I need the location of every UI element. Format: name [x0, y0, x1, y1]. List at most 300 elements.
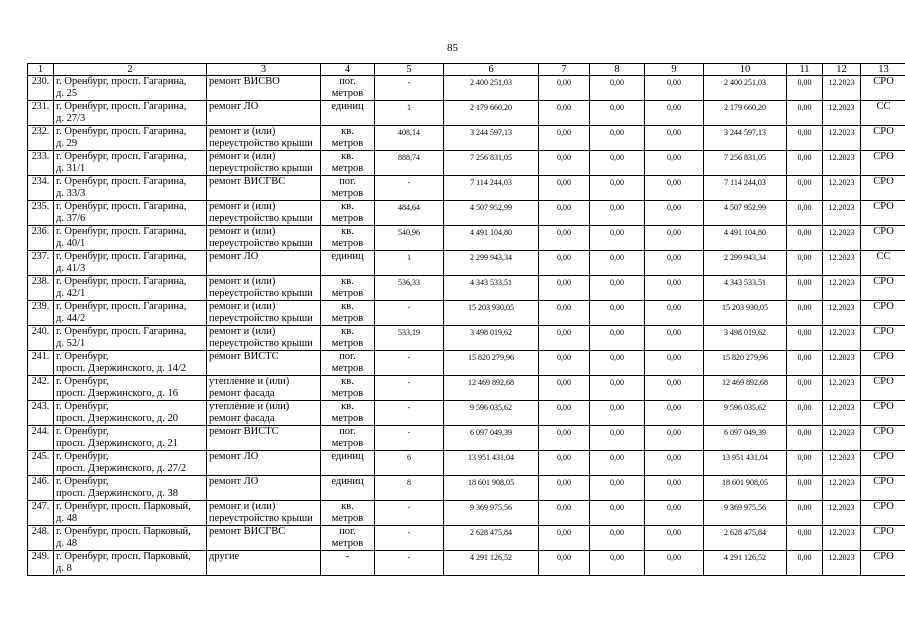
- category-cell: СРО: [861, 551, 905, 576]
- col11-cell: 0,00: [787, 151, 823, 176]
- row-number: 233.: [28, 151, 54, 176]
- unit-cell-line: метров: [331, 437, 364, 449]
- col10-cell: 9 369 975,56: [704, 501, 787, 526]
- unit-cell-line: метров: [331, 212, 364, 224]
- col9-cell: 0,00: [645, 476, 704, 501]
- address-cell-line: д. 44/2: [56, 312, 86, 324]
- col8-cell: 0,00: [590, 151, 645, 176]
- column-header-3: 3: [207, 64, 321, 76]
- address-cell-line: д. 40/1: [56, 237, 86, 249]
- quantity-cell: 1: [375, 251, 444, 276]
- row-number: 245.: [28, 451, 54, 476]
- col11-cell: 0,00: [787, 276, 823, 301]
- work-type-cell-line: [209, 263, 318, 275]
- total-cost-cell: 2 400 251,03: [444, 76, 539, 101]
- col9-cell: 0,00: [645, 376, 704, 401]
- column-header-2: 2: [54, 64, 207, 76]
- column-header-10: 10: [704, 64, 787, 76]
- category-cell: СРО: [861, 401, 905, 426]
- address-cell: [54, 226, 207, 251]
- work-type-cell: [207, 101, 321, 126]
- address-cell-line: д. 42/1: [56, 287, 86, 299]
- col7-cell: 0,00: [539, 151, 590, 176]
- date-cell: 12.2023: [823, 251, 861, 276]
- address-cell-line: г. Оренбург, просп. Гагарина,: [56, 301, 187, 312]
- col9-cell: 0,00: [645, 151, 704, 176]
- col9-cell: 0,00: [645, 201, 704, 226]
- work-type-cell-line: переустройство крыши: [209, 287, 313, 299]
- address-cell: [54, 76, 207, 101]
- col11-cell: 0,00: [787, 501, 823, 526]
- col10-cell: 3 498 019,62: [704, 326, 787, 351]
- col9-cell: 0,00: [645, 326, 704, 351]
- table-row: [28, 351, 905, 376]
- col8-cell: 0,00: [590, 201, 645, 226]
- date-cell: 12.2023: [823, 276, 861, 301]
- work-type-cell: [207, 401, 321, 426]
- work-type-cell-line: ремонт ВИСВО: [209, 76, 280, 87]
- address-cell-line: г. Оренбург, просп. Парковый,: [56, 501, 191, 512]
- work-type-cell-line: ремонт ЛО: [209, 451, 259, 462]
- work-type-cell-line: ремонт и (или): [209, 126, 276, 137]
- col10-cell: 15 820 279,96: [704, 351, 787, 376]
- col10-cell: 4 291 126,52: [704, 551, 787, 576]
- column-header-9: 9: [645, 64, 704, 76]
- work-type-cell-line: [209, 488, 318, 500]
- col10-cell: 7 114 244,03: [704, 176, 787, 201]
- address-cell: [54, 101, 207, 126]
- category-cell: СРО: [861, 526, 905, 551]
- col8-cell: 0,00: [590, 126, 645, 151]
- unit-cell: [321, 301, 375, 326]
- address-cell: [54, 376, 207, 401]
- column-header-8: 8: [590, 64, 645, 76]
- col11-cell: 0,00: [787, 526, 823, 551]
- table-row: [28, 176, 905, 201]
- unit-cell-line: единиц: [331, 101, 364, 112]
- unit-cell-line: [323, 563, 372, 575]
- address-cell-line: г. Оренбург,: [56, 451, 109, 462]
- work-type-cell-line: ремонт и (или): [209, 326, 276, 337]
- unit-cell-line: пог.: [339, 351, 356, 362]
- total-cost-cell: 9 596 035,62: [444, 401, 539, 426]
- col7-cell: 0,00: [539, 401, 590, 426]
- work-type-cell-line: переустройство крыши: [209, 337, 313, 349]
- col11-cell: 0,00: [787, 476, 823, 501]
- row-number: 236.: [28, 226, 54, 251]
- address-cell-line: д. 48: [56, 512, 78, 524]
- work-type-cell-line: [209, 113, 318, 125]
- unit-cell: [321, 426, 375, 451]
- address-cell-line: г. Оренбург,: [56, 401, 109, 412]
- address-cell-line: г. Оренбург,: [56, 351, 109, 362]
- row-number: 249.: [28, 551, 54, 576]
- row-number: 234.: [28, 176, 54, 201]
- row-number: 248.: [28, 526, 54, 551]
- col9-cell: 0,00: [645, 451, 704, 476]
- unit-cell: [321, 151, 375, 176]
- address-cell-line: д. 33/3: [56, 187, 86, 199]
- col7-cell: 0,00: [539, 226, 590, 251]
- work-type-cell: [207, 426, 321, 451]
- col11-cell: 0,00: [787, 176, 823, 201]
- address-cell-line: г. Оренбург, просп. Гагарина,: [56, 326, 187, 337]
- date-cell: 12.2023: [823, 76, 861, 101]
- table-row: [28, 551, 905, 576]
- work-type-cell-line: [209, 363, 318, 375]
- category-cell: СРО: [861, 201, 905, 226]
- col10-cell: 2 299 943,34: [704, 251, 787, 276]
- col8-cell: 0,00: [590, 101, 645, 126]
- address-cell: [54, 526, 207, 551]
- col7-cell: 0,00: [539, 101, 590, 126]
- col11-cell: 0,00: [787, 301, 823, 326]
- address-cell: [54, 501, 207, 526]
- row-number: 246.: [28, 476, 54, 501]
- quantity-cell: -: [375, 426, 444, 451]
- total-cost-cell: 2 628 475,84: [444, 526, 539, 551]
- quantity-cell: -: [375, 76, 444, 101]
- category-cell: СРО: [861, 76, 905, 101]
- col11-cell: 0,00: [787, 126, 823, 151]
- unit-cell-line: метров: [331, 312, 364, 324]
- total-cost-cell: 4 343 533,51: [444, 276, 539, 301]
- col8-cell: 0,00: [590, 476, 645, 501]
- col9-cell: 0,00: [645, 501, 704, 526]
- work-type-cell-line: переустройство крыши: [209, 237, 313, 249]
- unit-cell-line: единиц: [331, 251, 364, 262]
- quantity-cell: -: [375, 351, 444, 376]
- total-cost-cell: 15 203 930,05: [444, 301, 539, 326]
- col9-cell: 0,00: [645, 176, 704, 201]
- col8-cell: 0,00: [590, 376, 645, 401]
- col11-cell: 0,00: [787, 451, 823, 476]
- address-cell-line: д. 25: [56, 87, 78, 99]
- unit-cell-line: кв.: [341, 326, 354, 337]
- col10-cell: 12 469 892,68: [704, 376, 787, 401]
- address-cell-line: г. Оренбург, просп. Гагарина,: [56, 176, 187, 187]
- col7-cell: 0,00: [539, 476, 590, 501]
- unit-cell: [321, 76, 375, 101]
- col7-cell: 0,00: [539, 501, 590, 526]
- table-row: [28, 476, 905, 501]
- address-cell-line: просп. Дзержинского, д. 14/2: [56, 362, 187, 374]
- row-number: 237.: [28, 251, 54, 276]
- address-cell-line: просп. Дзержинского, д. 16: [56, 387, 179, 399]
- address-cell-line: д. 48: [56, 537, 78, 549]
- row-number: 232.: [28, 126, 54, 151]
- work-type-cell-line: ремонт ЛО: [209, 251, 259, 262]
- col11-cell: 0,00: [787, 551, 823, 576]
- unit-cell-line: кв.: [341, 201, 354, 212]
- table-row: [28, 451, 905, 476]
- unit-cell-line: метров: [331, 337, 364, 349]
- table-row: [28, 301, 905, 326]
- column-header-11: 11: [787, 64, 823, 76]
- work-type-cell-line: [209, 463, 318, 475]
- unit-cell-line: метров: [331, 412, 364, 424]
- col9-cell: 0,00: [645, 101, 704, 126]
- unit-cell: [321, 176, 375, 201]
- unit-cell-line: пог.: [339, 426, 356, 437]
- unit-cell-line: пог.: [339, 76, 356, 87]
- unit-cell-line: кв.: [341, 376, 354, 387]
- col9-cell: 0,00: [645, 551, 704, 576]
- unit-cell-line: метров: [331, 362, 364, 374]
- table-row: [28, 126, 905, 151]
- col7-cell: 0,00: [539, 351, 590, 376]
- unit-cell-line: единиц: [331, 476, 364, 487]
- work-type-cell-line: переустройство крыши: [209, 137, 313, 149]
- address-cell-line: г. Оренбург, просп. Гагарина,: [56, 276, 187, 287]
- date-cell: 12.2023: [823, 151, 861, 176]
- category-cell: СРО: [861, 301, 905, 326]
- row-number: 230.: [28, 76, 54, 101]
- col7-cell: 0,00: [539, 526, 590, 551]
- table-row: [28, 201, 905, 226]
- col9-cell: 0,00: [645, 226, 704, 251]
- col10-cell: 6 097 049,39: [704, 426, 787, 451]
- col9-cell: 0,00: [645, 276, 704, 301]
- work-type-cell-line: ремонт и (или): [209, 151, 276, 162]
- quantity-cell: -: [375, 526, 444, 551]
- col11-cell: 0,00: [787, 101, 823, 126]
- total-cost-cell: 3 244 597,13: [444, 126, 539, 151]
- work-type-cell-line: ремонт ВИСТС: [209, 351, 279, 362]
- date-cell: 12.2023: [823, 376, 861, 401]
- header-row: [28, 64, 905, 76]
- col11-cell: 0,00: [787, 401, 823, 426]
- address-cell-line: просп. Дзержинского, д. 27/2: [56, 462, 187, 474]
- work-type-cell-line: ремонт фасада: [209, 387, 275, 399]
- address-cell: [54, 176, 207, 201]
- column-header-1: 1: [28, 64, 54, 76]
- total-cost-cell: 2 299 943,34: [444, 251, 539, 276]
- col8-cell: 0,00: [590, 551, 645, 576]
- col10-cell: 2 400 251,03: [704, 76, 787, 101]
- unit-cell: [321, 501, 375, 526]
- unit-cell: [321, 276, 375, 301]
- col8-cell: 0,00: [590, 351, 645, 376]
- column-header-6: 6: [444, 64, 539, 76]
- work-type-cell-line: [209, 88, 318, 100]
- col10-cell: 4 343 533,51: [704, 276, 787, 301]
- col7-cell: 0,00: [539, 176, 590, 201]
- col7-cell: 0,00: [539, 126, 590, 151]
- col11-cell: 0,00: [787, 201, 823, 226]
- work-type-cell: [207, 326, 321, 351]
- address-cell-line: д. 41/3: [56, 262, 86, 274]
- work-type-cell: [207, 476, 321, 501]
- col7-cell: 0,00: [539, 451, 590, 476]
- address-cell-line: г. Оренбург, просп. Гагарина,: [56, 226, 187, 237]
- address-cell-line: д. 37/6: [56, 212, 86, 224]
- address-cell-line: г. Оренбург, просп. Гагарина,: [56, 126, 187, 137]
- total-cost-cell: 4 491 104,80: [444, 226, 539, 251]
- col8-cell: 0,00: [590, 526, 645, 551]
- quantity-cell: 540,96: [375, 226, 444, 251]
- total-cost-cell: 9 369 975,56: [444, 501, 539, 526]
- date-cell: 12.2023: [823, 451, 861, 476]
- quantity-cell: 536,33: [375, 276, 444, 301]
- address-cell-line: г. Оренбург, просп. Парковый,: [56, 526, 191, 537]
- column-header-4: 4: [321, 64, 375, 76]
- col8-cell: 0,00: [590, 501, 645, 526]
- col10-cell: 15 203 930,05: [704, 301, 787, 326]
- address-cell: [54, 451, 207, 476]
- col11-cell: 0,00: [787, 376, 823, 401]
- category-cell: СРО: [861, 501, 905, 526]
- column-header-12: 12: [823, 64, 861, 76]
- unit-cell: [321, 251, 375, 276]
- row-number: 235.: [28, 201, 54, 226]
- address-cell-line: г. Оренбург,: [56, 376, 109, 387]
- category-cell: СРО: [861, 176, 905, 201]
- work-type-cell-line: [209, 538, 318, 550]
- category-cell: СРО: [861, 426, 905, 451]
- address-cell-line: г. Оренбург, просп. Гагарина,: [56, 251, 187, 262]
- unit-cell-line: кв.: [341, 126, 354, 137]
- work-type-cell-line: [209, 188, 318, 200]
- total-cost-cell: 2 179 660,20: [444, 101, 539, 126]
- row-number: 244.: [28, 426, 54, 451]
- col11-cell: 0,00: [787, 226, 823, 251]
- quantity-cell: 533,19: [375, 326, 444, 351]
- work-type-cell-line: ремонт ВИСГВС: [209, 176, 286, 187]
- column-header-5: 5: [375, 64, 444, 76]
- col11-cell: 0,00: [787, 426, 823, 451]
- row-number: 240.: [28, 326, 54, 351]
- category-cell: СРО: [861, 326, 905, 351]
- unit-cell-line: [323, 488, 372, 500]
- address-cell: [54, 151, 207, 176]
- category-cell: СРО: [861, 126, 905, 151]
- col10-cell: 3 244 597,13: [704, 126, 787, 151]
- work-type-cell-line: переустройство крыши: [209, 162, 313, 174]
- address-cell: [54, 126, 207, 151]
- work-type-cell: [207, 451, 321, 476]
- col11-cell: 0,00: [787, 326, 823, 351]
- unit-cell-line: метров: [331, 237, 364, 249]
- address-cell: [54, 351, 207, 376]
- total-cost-cell: 12 469 892,68: [444, 376, 539, 401]
- work-type-cell: [207, 501, 321, 526]
- work-type-cell-line: ремонт и (или): [209, 301, 276, 312]
- col9-cell: 0,00: [645, 76, 704, 101]
- col7-cell: 0,00: [539, 276, 590, 301]
- address-cell-line: просп. Дзержинского, д. 21: [56, 437, 179, 449]
- work-type-cell-line: ремонт ЛО: [209, 101, 259, 112]
- table-row: [28, 226, 905, 251]
- col8-cell: 0,00: [590, 276, 645, 301]
- unit-cell-line: метров: [331, 287, 364, 299]
- unit-cell: [321, 551, 375, 576]
- col8-cell: 0,00: [590, 401, 645, 426]
- quantity-cell: -: [375, 376, 444, 401]
- work-type-cell: [207, 151, 321, 176]
- page-number: 85: [447, 42, 458, 54]
- date-cell: 12.2023: [823, 201, 861, 226]
- col8-cell: 0,00: [590, 76, 645, 101]
- capital-repair-table: [27, 63, 905, 576]
- col9-cell: 0,00: [645, 251, 704, 276]
- col10-cell: 4 491 104,80: [704, 226, 787, 251]
- col9-cell: 0,00: [645, 351, 704, 376]
- address-cell-line: г. Оренбург, просп. Гагарина,: [56, 151, 187, 162]
- col10-cell: 13 951 431,04: [704, 451, 787, 476]
- unit-cell-line: кв.: [341, 276, 354, 287]
- row-number: 247.: [28, 501, 54, 526]
- unit-cell-line: единиц: [331, 451, 364, 462]
- quantity-cell: 888,74: [375, 151, 444, 176]
- date-cell: 12.2023: [823, 501, 861, 526]
- quantity-cell: 1: [375, 101, 444, 126]
- quantity-cell: 8: [375, 476, 444, 501]
- col10-cell: 2 628 475,84: [704, 526, 787, 551]
- unit-cell-line: метров: [331, 512, 364, 524]
- work-type-cell: [207, 251, 321, 276]
- unit-cell: [321, 476, 375, 501]
- work-type-cell: [207, 376, 321, 401]
- col9-cell: 0,00: [645, 301, 704, 326]
- work-type-cell: [207, 176, 321, 201]
- address-cell: [54, 401, 207, 426]
- address-cell-line: д. 27/3: [56, 112, 86, 124]
- work-type-cell-line: переустройство крыши: [209, 512, 313, 524]
- address-cell: [54, 326, 207, 351]
- address-cell-line: г. Оренбург,: [56, 426, 109, 437]
- date-cell: 12.2023: [823, 351, 861, 376]
- work-type-cell: [207, 301, 321, 326]
- unit-cell-line: метров: [331, 187, 364, 199]
- table-row: [28, 501, 905, 526]
- col9-cell: 0,00: [645, 126, 704, 151]
- work-type-cell-line: утепление и (или): [209, 376, 290, 387]
- table-body: [28, 76, 905, 576]
- col10-cell: 18 601 908,05: [704, 476, 787, 501]
- col8-cell: 0,00: [590, 326, 645, 351]
- unit-cell-line: метров: [331, 537, 364, 549]
- unit-cell: [321, 226, 375, 251]
- col8-cell: 0,00: [590, 301, 645, 326]
- unit-cell-line: пог.: [339, 526, 356, 537]
- unit-cell-line: [323, 463, 372, 475]
- work-type-cell: [207, 76, 321, 101]
- unit-cell: [321, 101, 375, 126]
- total-cost-cell: 7 114 244,03: [444, 176, 539, 201]
- date-cell: 12.2023: [823, 426, 861, 451]
- row-number: 242.: [28, 376, 54, 401]
- date-cell: 12.2023: [823, 226, 861, 251]
- row-number: 238.: [28, 276, 54, 301]
- work-type-cell: [207, 201, 321, 226]
- work-type-cell: [207, 351, 321, 376]
- total-cost-cell: 6 097 049,39: [444, 426, 539, 451]
- table-row: [28, 376, 905, 401]
- total-cost-cell: 3 498 019,62: [444, 326, 539, 351]
- col11-cell: 0,00: [787, 76, 823, 101]
- col7-cell: 0,00: [539, 76, 590, 101]
- work-type-cell-line: переустройство крыши: [209, 312, 313, 324]
- address-cell: [54, 251, 207, 276]
- category-cell: СС: [861, 251, 905, 276]
- total-cost-cell: 15 820 279,96: [444, 351, 539, 376]
- table-row: [28, 526, 905, 551]
- date-cell: 12.2023: [823, 526, 861, 551]
- col7-cell: 0,00: [539, 201, 590, 226]
- category-cell: СРО: [861, 151, 905, 176]
- unit-cell-line: пог.: [339, 176, 356, 187]
